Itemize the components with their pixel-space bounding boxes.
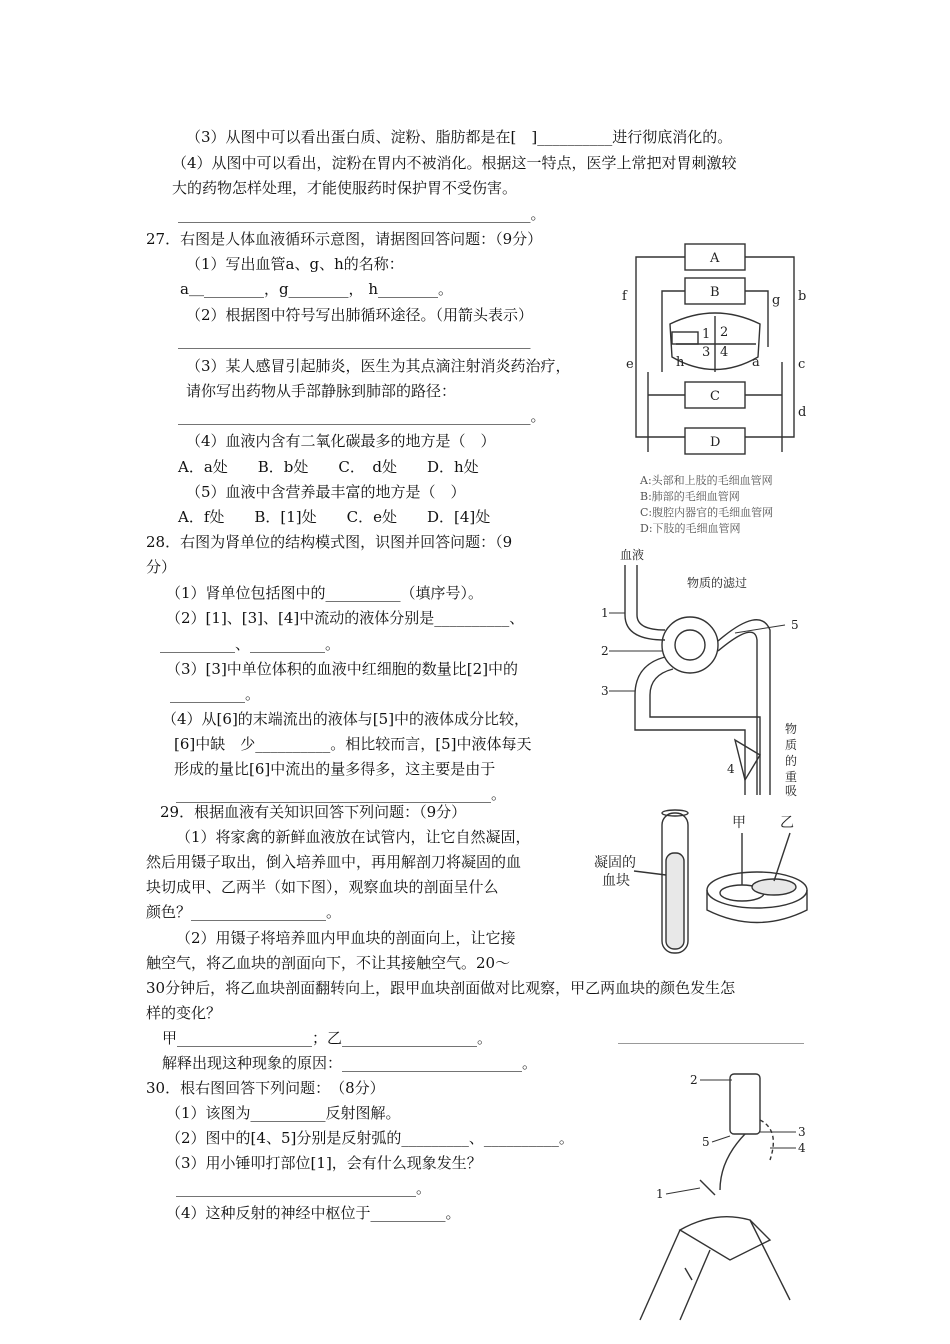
q29-1: （1）将家禽的新鲜血液放在试管内，让它自然凝固， [176, 828, 531, 846]
q27-5-options: A．f处 B．[1]处 C．e处 D．[4]处 [178, 508, 491, 526]
vessel-e: e [626, 357, 634, 372]
vessel-d: d [798, 405, 807, 420]
nephron-diagram [595, 545, 805, 798]
q29-1-cont2: 块切成甲、乙两半（如下图），观察血块的剖面呈什么 [146, 878, 499, 896]
vessel-g: g [772, 293, 781, 308]
blood-clot-diagram [592, 805, 792, 965]
q27-5: （5）血液中含营养最丰富的地方是（ ） [186, 483, 466, 501]
q30-1: （1）该图为__________反射图解。 [166, 1104, 401, 1122]
nephron-4: 4 [727, 762, 735, 776]
box-b: B [710, 285, 720, 300]
q28-title-cont: 分） [146, 558, 177, 576]
legend-a: A:头部和上肢的毛细血管网 [640, 474, 773, 487]
q29-1-blank: 颜色？__________________。 [146, 903, 342, 921]
q30-3-blank: ________________________________。 [176, 1179, 432, 1197]
reabsorb-2: 质 [785, 738, 798, 752]
vessel-a: a [752, 355, 760, 370]
q26-3: （3）从图中可以看出蛋白质、淀粉、脂肪都是在[ ]__________进行彻底消化的。 [186, 128, 733, 146]
q28-title: 28．右图为肾单位的结构模式图，识图并回答问题：（9 [146, 533, 513, 551]
chamber-2: 2 [720, 325, 729, 340]
q29-3: 解释出现这种现象的原因：________________________。 [162, 1054, 538, 1072]
clot-label-1: 凝固的 [594, 855, 636, 871]
nephron-3: 3 [601, 684, 609, 698]
q28-4-blank: __________________________________________。 [176, 785, 507, 803]
q28-2: （2）[1]、[3]、[4]中流动的液体分别是__________、 [166, 609, 525, 627]
reflex-1: 1 [656, 1187, 664, 1201]
vessel-c: c [798, 357, 806, 372]
reflex-2: 2 [690, 1073, 698, 1087]
knee-reflex-diagram [620, 1070, 810, 1320]
box-d: D [710, 435, 721, 450]
vessel-b: b [798, 289, 807, 304]
fig29-rule [618, 1043, 804, 1044]
vessel-f: f [622, 289, 627, 304]
reflex-5: 5 [702, 1135, 710, 1149]
q29-2-cont3: 样的变化？ [146, 1004, 222, 1022]
reflex-4: 4 [798, 1141, 806, 1155]
q29-2-cont: 触空气，将乙血块的剖面向下，不让其接触空气。20～ [146, 954, 511, 972]
chamber-1: 1 [702, 327, 711, 342]
reabsorb-3: 的 [785, 754, 798, 768]
q30-title: 30．根右图回答下列问题： （8分） [146, 1079, 385, 1097]
legend-b: B:肺部的毛细血管网 [640, 490, 740, 503]
q27-3: （3）某人感冒引起肺炎，医生为其点滴注射消炎药治疗， [186, 357, 571, 375]
q26-4-blank: _______________________________________________。 [178, 205, 546, 223]
q29-2-blanks: 甲__________________；乙__________________。 [162, 1029, 493, 1047]
reflex-3: 3 [798, 1125, 806, 1139]
circulation-diagram [610, 232, 810, 542]
q30-4: （4）这种反射的神经中枢位于__________。 [166, 1204, 461, 1222]
chamber-4: 4 [720, 345, 729, 360]
q27-3-cont: 请你写出药物从手部静脉到肺部的路径： [186, 382, 457, 400]
q29-title: 29．根据血液有关知识回答下列问题：（9分） [160, 803, 467, 821]
legend-d: D:下肢的毛细血管网 [640, 522, 741, 535]
blood-label: 血液 [620, 548, 645, 562]
q27-2-blank: _______________________________________________ [178, 331, 531, 349]
q27-1-blanks: a＿________，g________， h________。 [180, 280, 453, 298]
q28-4-cont2: 形成的量比[6]中流出的量多得多，这主要是由于 [174, 760, 496, 778]
filter-label: 物质的滤过 [687, 576, 748, 590]
q28-4-cont: [6]中缺 少__________。相比较而言，[5]中液体每天 [174, 735, 532, 753]
clot-label-2: 血块 [602, 873, 630, 889]
vessel-h: h [676, 355, 685, 370]
nephron-5: 5 [791, 618, 799, 632]
q30-2: （2）图中的[4、5]分别是反射弧的_________、__________。 [166, 1129, 574, 1147]
q28-3-blank: __________。 [170, 685, 261, 703]
q27-2: （2）根据图中符号写出肺循环途径。（用箭头表示） [186, 306, 534, 324]
q29-2-cont2: 30分钟后，将乙血块剖面翻转向上，跟甲血块剖面做对比观察，甲乙两血块的颜色发生怎 [146, 979, 736, 997]
legend-c: C:腹腔内器官的毛细血管网 [640, 506, 774, 519]
q28-1: （1）肾单位包括图中的__________（填序号）。 [166, 584, 484, 602]
nephron-1: 1 [601, 606, 609, 620]
q27-4-options: A．a处 B．b处 C． d处 D．h处 [178, 458, 479, 476]
q29-2: （2）用镊子将培养皿内甲血块的剖面向上，让它接 [176, 929, 516, 947]
q27-1: （1）写出血管a、g、h的名称： [186, 255, 404, 273]
reabsorb-4: 重 [785, 770, 798, 784]
q26-4: （4）从图中可以看出，淀粉在胃内不被消化。根据这一特点，医学上常把对胃刺激较 [172, 154, 737, 172]
q27-3-blank: _______________________________________________。 [178, 407, 546, 425]
nephron-2: 2 [601, 644, 609, 658]
clot-jia: 甲 [732, 815, 746, 831]
reabsorb-5: 吸 [785, 784, 798, 798]
q30-3: （3）用小锤叩打部位[1]，会有什么现象发生？ [166, 1154, 482, 1172]
q28-4: （4）从[6]的末端流出的液体与[5]中的液体成分比较， [162, 710, 530, 728]
q28-2-cont: __________、__________。 [160, 635, 341, 653]
box-c: C [710, 389, 720, 404]
q27-title: 27．右图是人体血液循环示意图，请据图回答问题：（9分） [146, 230, 543, 248]
box-a: A [710, 251, 720, 266]
reabsorb-1: 物 [785, 722, 798, 736]
q26-4-cont: 大的药物怎样处理，才能使服药时保护胃不受伤害。 [172, 179, 518, 197]
q28-3: （3）[3]中单位体积的血液中红细胞的数量比[2]中的 [166, 660, 519, 678]
clot-yi: 乙 [780, 815, 794, 831]
chamber-3: 3 [702, 345, 711, 360]
q27-4: （4）血液内含有二氧化碳最多的地方是（ ） [186, 432, 496, 450]
q29-1-cont: 然后用镊子取出，倒入培养皿中，再用解剖刀将凝固的血 [146, 853, 522, 871]
